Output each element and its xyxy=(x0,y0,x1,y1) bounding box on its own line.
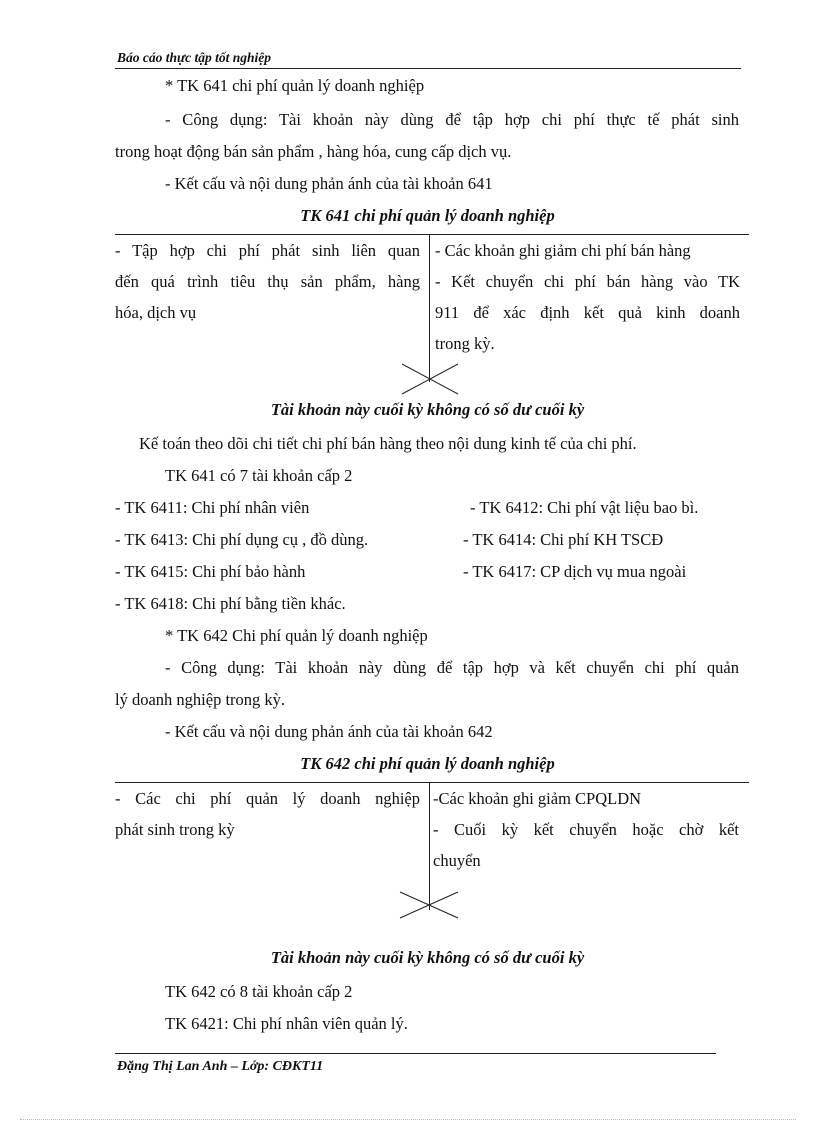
sub-account-6417: - TK 6417: CP dịch vụ mua ngoài xyxy=(463,562,687,581)
t-account-641-debit-line: đến quá trình tiêu thụ sản phẩm, hàng xyxy=(115,272,420,291)
t-account-642-closing-note: Tài khoản này cuối kỳ không có số dư cuối kỳ xyxy=(270,948,585,967)
t-account-641-credit-line: 911 để xác định kết quả kinh doanh xyxy=(435,303,740,322)
t-account-642-debit-line: - Các chi phí quản lý doanh nghiệp xyxy=(115,789,420,808)
sub-account-6414: - TK 6414: Chi phí KH TSCĐ xyxy=(463,530,664,549)
t-account-641-cross xyxy=(400,360,460,396)
t-account-642-debit xyxy=(115,783,420,845)
t-account-641-closing-note: Tài khoản này cuối kỳ không có số dư cuối kỳ xyxy=(270,400,585,419)
section-642-usage-line2: lý doanh nghiệp trong kỳ. xyxy=(115,690,286,709)
section-641-usage-line1: - Công dụng: Tài khoản này dùng để tập hợp chi phí thực tế phát sinh xyxy=(165,110,739,129)
t-account-641-credit-line: trong kỳ. xyxy=(435,334,495,353)
t-account-642-cross xyxy=(398,890,460,920)
t-account-642-debit-line: phát sinh trong kỳ xyxy=(115,820,235,839)
t-account-641-credit-line: - Kết chuyển chi phí bán hàng vào TK xyxy=(435,272,740,291)
section-641-structure: - Kết cấu và nội dung phản ánh của tài khoản 641 xyxy=(165,174,493,193)
section-642-heading: * TK 642 Chi phí quản lý doanh nghiệp xyxy=(165,626,428,645)
section-642-structure: - Kết cấu và nội dung phản ánh của tài khoản 642 xyxy=(165,722,493,741)
section-642-usage-line1: - Công dụng: Tài khoản này dùng để tập hợp và kết chuyển chi phí quản xyxy=(165,658,739,677)
detail-tracking-note: Kế toán theo dõi chi tiết chi phí bán hàng theo nội dung kinh tế của chi phí. xyxy=(139,434,637,453)
t-account-641-debit-line: - Tập hợp chi phí phát sinh liên quan xyxy=(115,241,420,260)
header-divider xyxy=(115,68,741,69)
sub-account-6418: - TK 6418: Chi phí bằng tiền khác. xyxy=(115,594,346,613)
section-641-heading: * TK 641 chi phí quản lý doanh nghiệp xyxy=(165,76,425,95)
page-bottom-edge xyxy=(20,1119,796,1120)
sub-account-6413: - TK 6413: Chi phí dụng cụ , đồ dùng. xyxy=(115,530,369,549)
t-account-641-credit xyxy=(435,235,740,359)
section-642-sub-count: TK 642 có 8 tài khoản cấp 2 xyxy=(165,982,353,1001)
page-header: Báo cáo thực tập tốt nghiệp xyxy=(117,50,271,65)
t-account-641-title: TK 641 chi phí quản lý doanh nghiệp xyxy=(300,206,555,225)
t-account-642-credit-line: chuyển xyxy=(433,851,481,870)
t-account-641-credit-line: - Các khoản ghi giảm chi phí bán hàng xyxy=(435,241,691,260)
t-account-642-credit-line: -Các khoản ghi giảm CPQLDN xyxy=(433,789,642,808)
sub-account-6421: TK 6421: Chi phí nhân viên quản lý. xyxy=(165,1014,408,1033)
page-footer: Đặng Thị Lan Anh – Lớp: CĐKT11 xyxy=(117,1059,324,1074)
section-641-sub-count: TK 641 có 7 tài khoản cấp 2 xyxy=(165,466,353,485)
t-account-642-credit-line: - Cuối kỳ kết chuyển hoặc chờ kết xyxy=(433,820,739,839)
sub-account-6415: - TK 6415: Chi phí bảo hành xyxy=(115,562,306,581)
t-account-642-title: TK 642 chi phí quản lý doanh nghiệp xyxy=(300,754,555,773)
sub-account-6412: - TK 6412: Chi phí vật liệu bao bì. xyxy=(470,498,699,517)
section-641-usage-line2: trong hoạt động bán sản phẩm , hàng hóa, cung cấp dịch vụ. xyxy=(115,142,512,161)
sub-account-6411: - TK 6411: Chi phí nhân viên xyxy=(115,498,310,517)
t-account-641-debit-line: hóa, dịch vụ xyxy=(115,303,197,322)
t-account-642-credit xyxy=(433,783,739,876)
t-account-641-debit xyxy=(115,235,420,328)
footer-divider xyxy=(115,1053,716,1054)
